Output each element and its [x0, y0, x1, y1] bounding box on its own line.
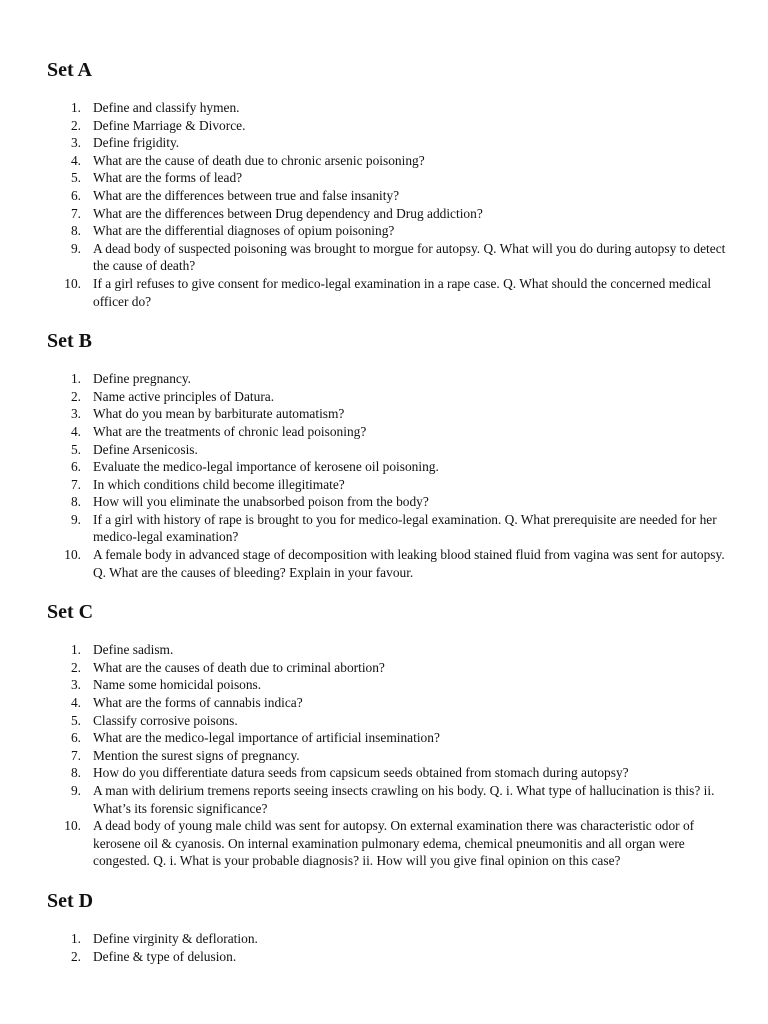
question-number: 5.	[70, 170, 81, 186]
question-text: What do you mean by barbiturate automatism?	[93, 406, 345, 422]
question-number: 4.	[70, 695, 81, 711]
question-number: 9.	[70, 783, 81, 798]
list-item	[47, 99, 728, 117]
question-text: A man with delirium tremens reports seeing insects crawling on his body. Q. i. What type of hallucination is this? ii. What’s its forensic significance?	[93, 783, 715, 816]
question-number: 8.	[70, 223, 81, 239]
question-number: 2.	[70, 948, 81, 964]
list-item	[47, 169, 728, 187]
question-text: Define Arsenicosis.	[93, 441, 198, 457]
question-text: Name active principles of Datura.	[93, 388, 275, 404]
question-text: What are the cause of death due to chronic arsenic poisoning?	[93, 152, 425, 168]
question-text: How do you differentiate datura seeds from capsicum seeds obtained from stomach during autopsy?	[93, 765, 629, 781]
question-text: Define frigidity.	[93, 135, 180, 151]
list-item	[47, 423, 728, 441]
list-item	[47, 729, 728, 747]
question-text: Define Marriage & Divorce.	[93, 117, 246, 133]
question-text: Mention the surest signs of pregnancy.	[93, 747, 300, 763]
list-item	[47, 222, 728, 240]
question-number: 7.	[70, 476, 81, 492]
question-text: What are the forms of cannabis indica?	[93, 695, 303, 711]
question-list	[47, 930, 728, 965]
list-item	[47, 476, 728, 494]
question-text: If a girl with history of rape is brought to you for medico-legal examination. Q. What prerequisite are needed for her medico-legal examination?	[93, 511, 717, 545]
question-number: 8.	[70, 494, 81, 510]
question-number: 7.	[70, 205, 81, 221]
question-text: A dead body of suspected poisoning was brought to morgue for autopsy. Q. What will you do during autopsy to detect the cause of death?	[93, 240, 726, 274]
question-text: A dead body of young male child was sent for autopsy. On external examination there was characteristic odor of kerosene oil & cyanosis. On internal examination pulmonary edema, chemical pneumonitis and all organ were congested. Q. i. What is your probable diagnosis? ii. How will you give final opinion on this case?	[93, 818, 695, 869]
set-a	[47, 58, 728, 310]
set-title: Set A	[47, 59, 92, 81]
question-number: 3.	[70, 677, 81, 693]
list-item	[47, 205, 728, 223]
set-title: Set B	[47, 330, 92, 353]
list-item	[47, 152, 728, 170]
set-d	[47, 889, 728, 965]
list-item	[47, 117, 728, 135]
list-item	[47, 694, 728, 712]
question-number: 2.	[70, 659, 81, 675]
question-text: What are the differences between Drug dependency and Drug addiction?	[93, 205, 483, 221]
question-text: Define & type of delusion.	[93, 948, 237, 964]
set-title: Set C	[47, 601, 94, 624]
question-text: What are the differential diagnoses of opium poisoning?	[93, 223, 395, 239]
question-text: Name some homicidal poisons.	[93, 677, 262, 693]
list-item	[47, 712, 728, 730]
list-item	[47, 388, 728, 406]
question-number: 10.	[64, 275, 81, 291]
question-text: What are the causes of death due to criminal abortion?	[93, 659, 385, 675]
question-number: 1.	[70, 371, 81, 387]
list-item	[47, 641, 728, 659]
list-item	[47, 676, 728, 694]
question-number: 1.	[70, 930, 81, 946]
question-number: 10.	[64, 547, 81, 563]
list-item	[47, 458, 728, 476]
question-number: 4.	[70, 423, 81, 439]
list-item	[47, 764, 728, 782]
question-number: 9.	[70, 511, 81, 527]
question-list	[47, 370, 728, 581]
question-text: How will you eliminate the unabsorbed poison from the body?	[93, 494, 429, 510]
list-item	[47, 441, 728, 459]
question-text: Define pregnancy.	[93, 371, 192, 387]
question-text: If a girl refuses to give consent for medico-legal examination in a rape case. Q. What should the concerned medical officer do?	[93, 275, 712, 309]
question-number: 1.	[70, 100, 81, 115]
question-text: What are the differences between true and false insanity?	[93, 187, 400, 203]
question-number: 3.	[70, 406, 81, 422]
list-item	[47, 134, 728, 152]
question-list	[47, 641, 728, 870]
list-item	[47, 782, 728, 817]
question-text: In which conditions child become illegitimate?	[93, 476, 345, 492]
question-number: 2.	[70, 388, 81, 404]
question-text: What are the forms of lead?	[93, 170, 243, 186]
list-item	[47, 405, 728, 423]
question-number: 7.	[70, 747, 81, 763]
question-text: What are the treatments of chronic lead poisoning?	[93, 423, 367, 439]
question-number: 6.	[70, 187, 81, 203]
question-number: 3.	[70, 135, 81, 151]
question-number: 9.	[70, 240, 81, 256]
question-text: Define and classify hymen.	[93, 100, 240, 115]
question-number: 4.	[70, 152, 81, 168]
question-text: Define sadism.	[93, 642, 174, 658]
question-number: 5.	[70, 712, 81, 728]
list-item	[47, 659, 728, 677]
question-number: 10.	[64, 818, 81, 834]
list-item	[47, 817, 728, 870]
list-item	[47, 948, 728, 966]
question-number: 6.	[70, 459, 81, 475]
list-item	[47, 511, 728, 546]
question-text: A female body in advanced stage of decomposition with leaking blood stained fluid from vagina was sent for autopsy. Q. What are the causes of bleeding? Explain in your favour.	[93, 547, 725, 580]
question-text: Evaluate the medico-legal importance of kerosene oil poisoning.	[93, 459, 439, 475]
set-b	[47, 329, 728, 581]
question-text: Define virginity & defloration.	[93, 930, 258, 946]
question-number: 6.	[70, 730, 81, 746]
set-c	[47, 600, 728, 870]
list-item	[47, 370, 728, 388]
question-text: Classify corrosive poisons.	[93, 712, 238, 728]
list-item	[47, 493, 728, 511]
list-item	[47, 275, 728, 310]
question-number: 1.	[70, 642, 81, 658]
question-number: 5.	[70, 441, 81, 457]
list-item	[47, 747, 728, 765]
list-item	[47, 240, 728, 275]
question-number: 8.	[70, 765, 81, 781]
list-item	[47, 546, 728, 581]
question-text: What are the medico-legal importance of artificial insemination?	[93, 730, 440, 746]
question-number: 2.	[70, 117, 81, 133]
list-item	[47, 187, 728, 205]
list-item	[47, 930, 728, 948]
question-list	[47, 99, 728, 310]
set-title: Set D	[47, 889, 94, 912]
